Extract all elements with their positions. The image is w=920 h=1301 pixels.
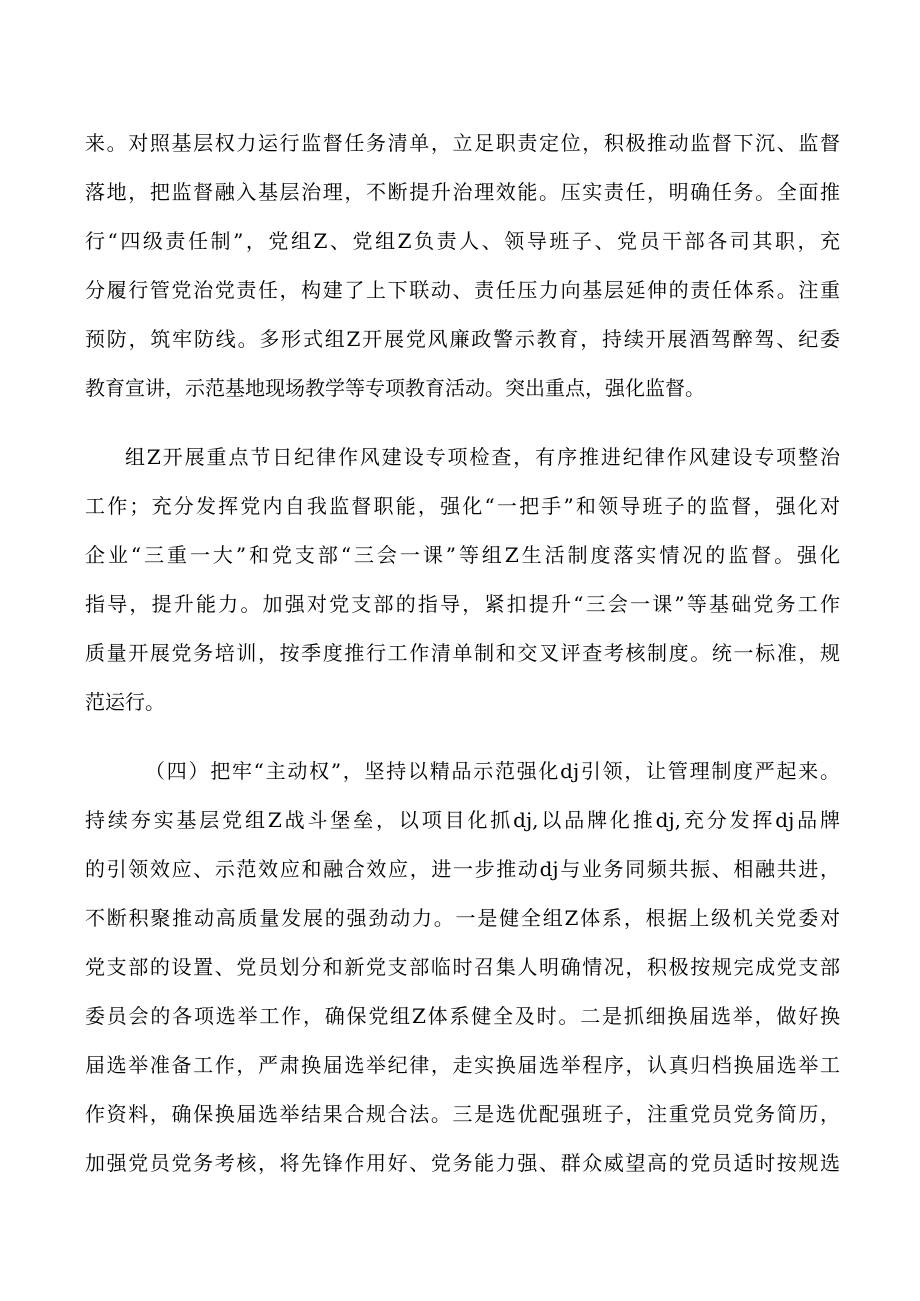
text-line: 工作；充分发挥党内自我监督职能，强化“一把手”和领导班子的监督，强化对 (85, 494, 840, 518)
text-line: 的引领效应、示范效应和融合效应，进一步推动dj与业务同频共振、相融共进， (85, 857, 840, 881)
text-line: 分履行管党治党责任，构建了上下联动、责任压力向基层延伸的责任体系。注重 (85, 278, 840, 302)
text-line: 预防，筑牢防线。多形式组Z开展党风廉政警示教育，持续开展酒驾醉驾、纪委 (85, 327, 840, 351)
text-line: 教育宣讲，示范基地现场教学等专项教育活动。突出重点，强化监督。 (85, 376, 705, 400)
paragraph-spacer (85, 727, 840, 747)
text-line: 届选举准备工作，严肃换届选举纪律，走实换届选举程序，认真归档换届选举工 (85, 1053, 840, 1077)
text-line: 来。对照基层权力运行监督任务清单，立足职责定位，积极推动监督下沉、监督 (85, 131, 840, 155)
text-line: 质量开展党务培训，按季度推行工作清单制和交叉评查考核制度。统一标准，规 (85, 641, 840, 665)
document-body (85, 119, 840, 1188)
section-heading-line: （四）把牢“主动权”，坚持以精品示范强化dj引领，让管理制度严起来。 (145, 759, 840, 783)
text-line: 指导，提升能力。加强对党支部的指导，紧扣提升“三会一课”等基础党务工作 (85, 592, 840, 616)
text-line: 不断积聚推动高质量发展的强劲动力。一是健全组Z体系，根据上级机关党委对 (85, 906, 840, 930)
text-line: 组Z开展重点节日纪律作风建设专项检查，有序推进纪律作风建设专项整治 (125, 445, 840, 469)
text-line: 范运行。 (85, 690, 165, 714)
paragraph-1 (85, 119, 840, 413)
text-line: 落地，把监督融入基层治理，不断提升治理效能。压实责任，明确任务。全面推 (85, 180, 840, 204)
text-line: 加强党员党务考核，将先锋作用好、党务能力强、群众威望高的党员适时按规选 (85, 1151, 840, 1175)
text-line: 党支部的设置、党员划分和新党支部临时召集人明确情况，积极按规完成党支部 (85, 955, 840, 979)
text-line: 企业“三重一大”和党支部“三会一课”等组Z生活制度落实情况的监督。强化 (85, 543, 840, 567)
text-line: 持续夯实基层党组Z战斗堡垒，以项目化抓dj,以品牌化推dj,充分发挥dj品牌 (85, 808, 840, 832)
paragraph-2 (85, 433, 840, 727)
paragraph-3 (85, 747, 840, 1188)
paragraph-spacer (85, 413, 840, 433)
text-line: 作资料，确保换届选举结果合规合法。三是选优配强班子，注重党员党务简历， (85, 1102, 840, 1126)
text-line: 委员会的各项选举工作，确保党组Z体系健全及时。二是抓细换届选举，做好换 (85, 1004, 840, 1028)
text-line: 行“四级责任制”，党组Z、党组Z负责人、领导班子、党员干部各司其职，充 (85, 229, 840, 253)
